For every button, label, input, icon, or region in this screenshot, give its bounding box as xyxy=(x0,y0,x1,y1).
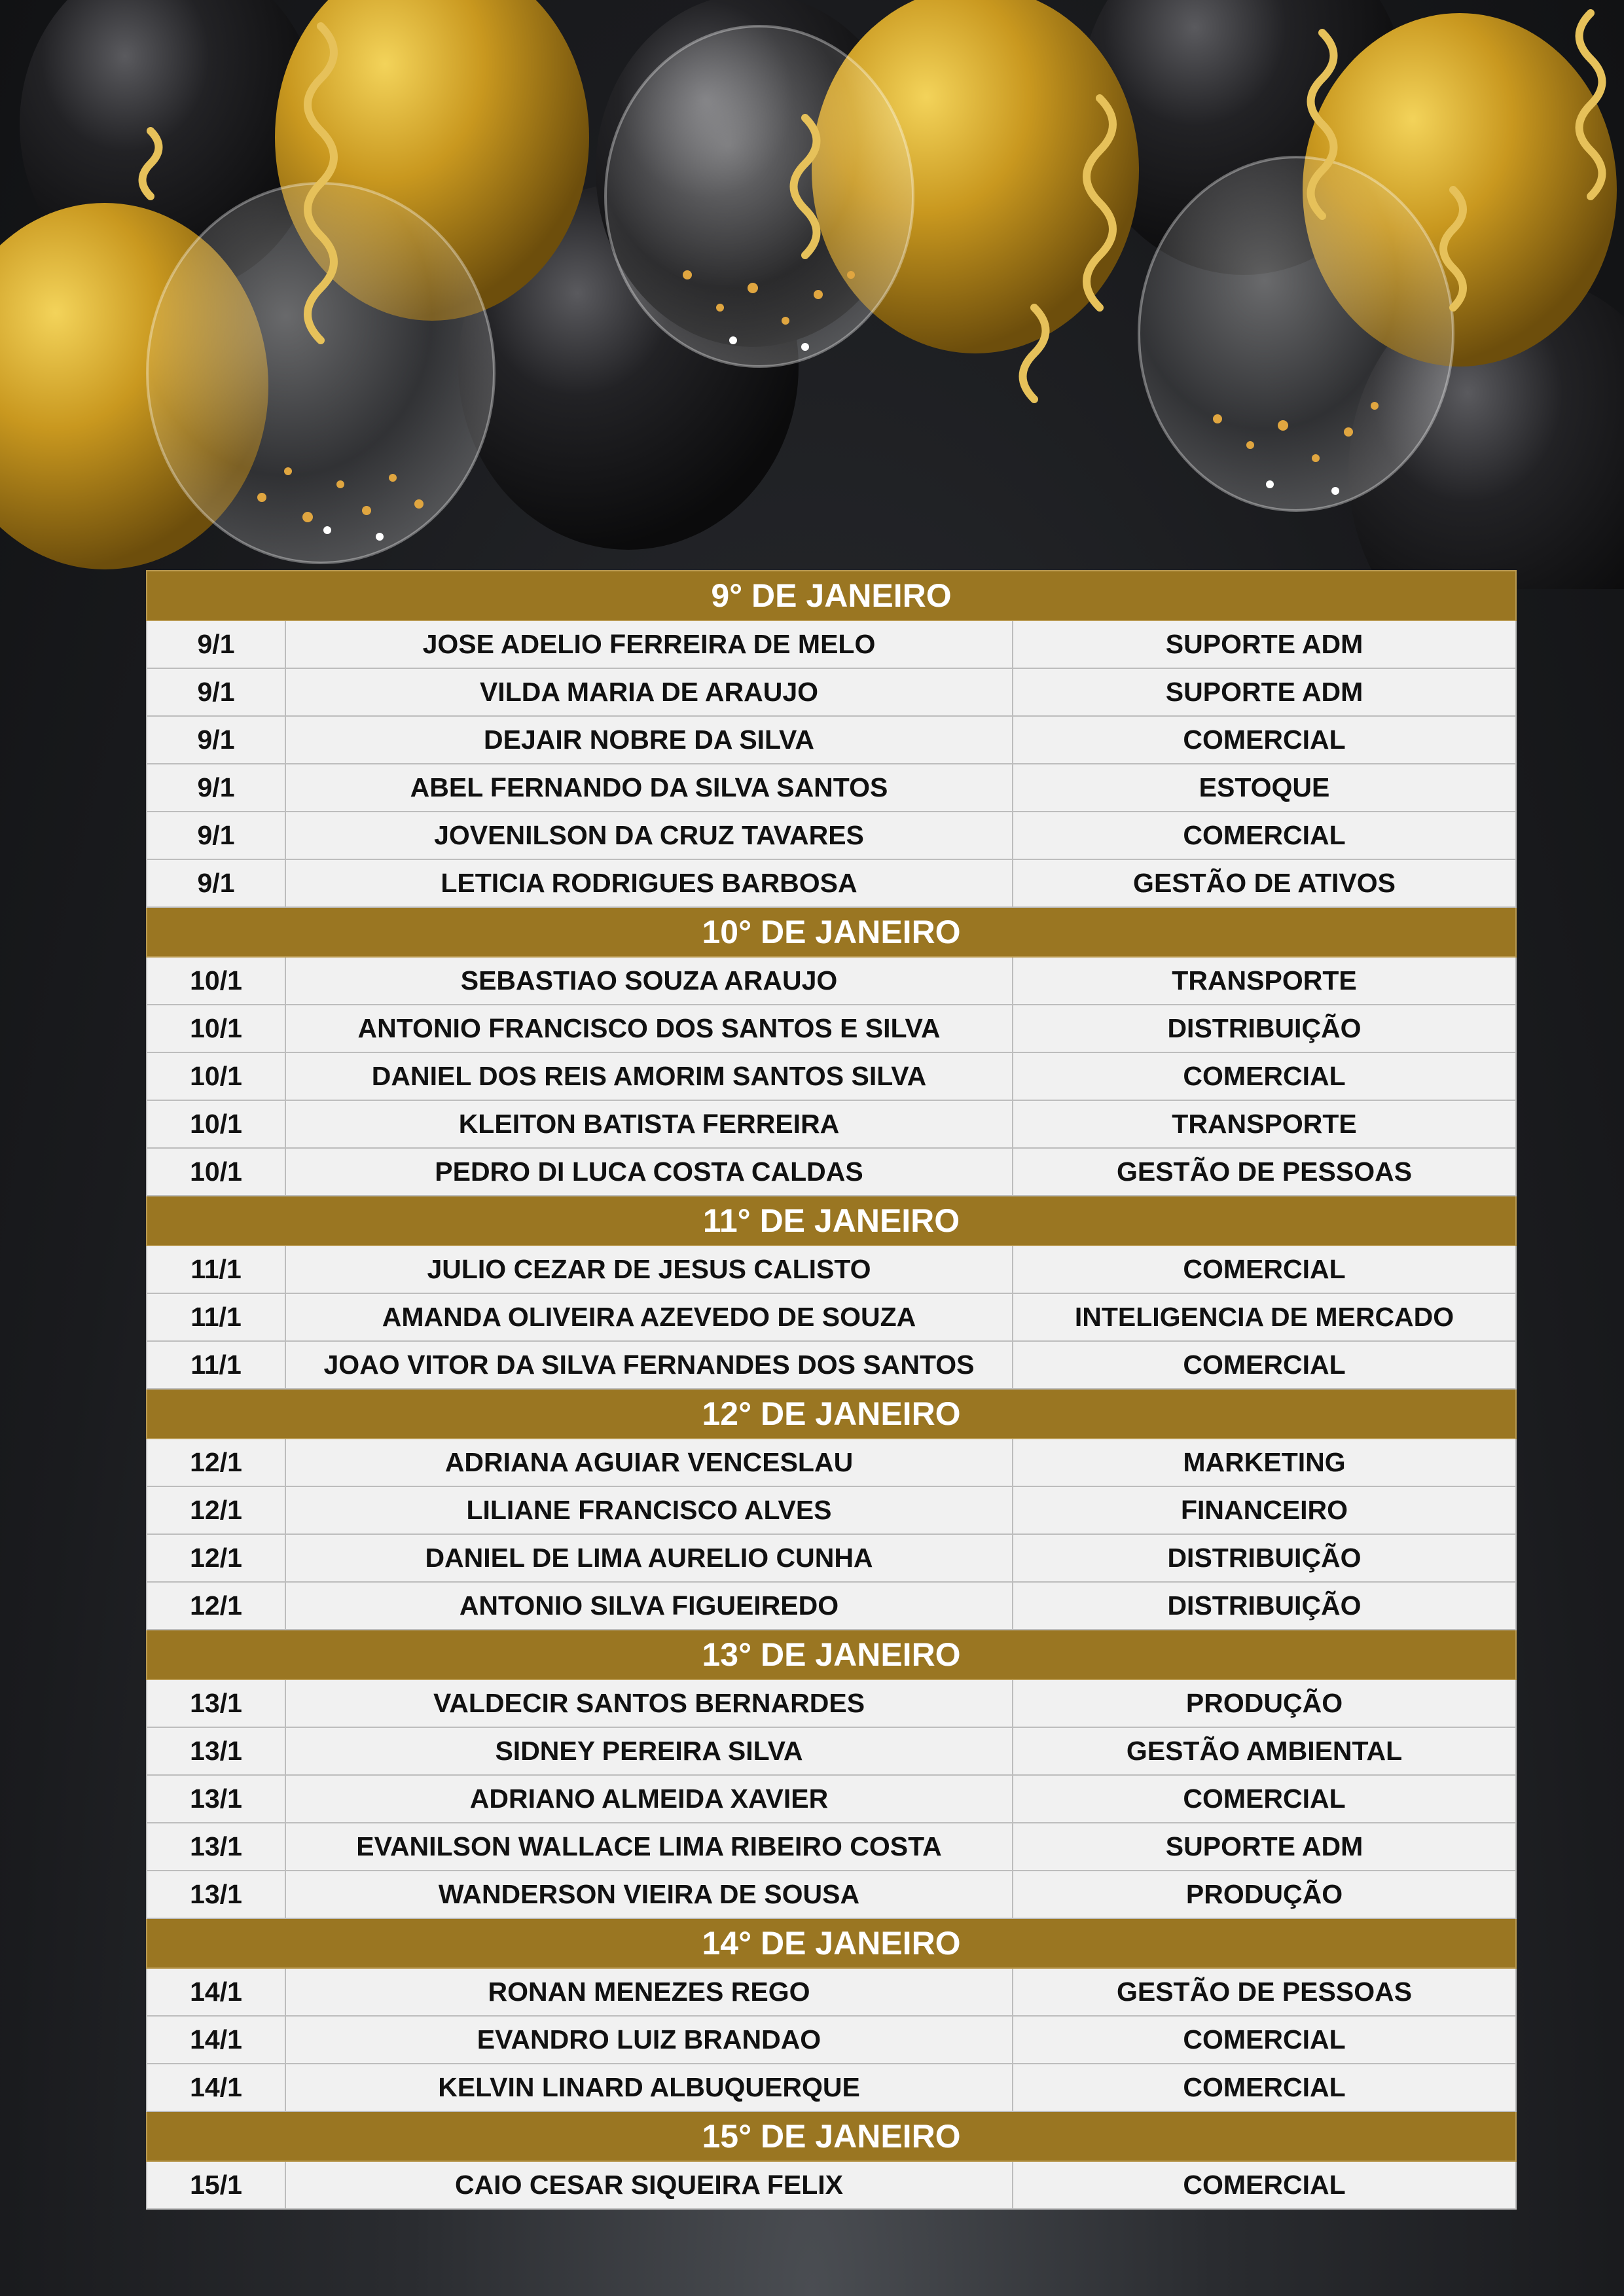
date-group-header xyxy=(147,1196,1516,1246)
name-cell: KELVIN LINARD ALBUQUERQUE xyxy=(285,2064,1013,2111)
department-cell: INTELIGENCIA DE MERCADO xyxy=(1013,1293,1516,1341)
date-group-title: 10° DE JANEIRO xyxy=(147,907,1516,957)
department-cell: SUPORTE ADM xyxy=(1013,620,1516,668)
date-cell: 11/1 xyxy=(147,1293,285,1341)
date-cell: 9/1 xyxy=(147,716,285,764)
department-cell: GESTÃO DE ATIVOS xyxy=(1013,859,1516,907)
department-cell: DISTRIBUIÇÃO xyxy=(1013,1534,1516,1582)
name-cell: JOAO VITOR DA SILVA FERNANDES DOS SANTOS xyxy=(285,1341,1013,1389)
table-row xyxy=(147,859,1516,907)
date-group-title: 13° DE JANEIRO xyxy=(147,1630,1516,1679)
table-row xyxy=(147,764,1516,812)
date-cell: 9/1 xyxy=(147,668,285,716)
name-cell: KLEITON BATISTA FERREIRA xyxy=(285,1100,1013,1148)
date-cell: 10/1 xyxy=(147,1148,285,1196)
department-cell: TRANSPORTE xyxy=(1013,957,1516,1005)
department-cell: ESTOQUE xyxy=(1013,764,1516,812)
table-row xyxy=(147,1100,1516,1148)
date-group-header xyxy=(147,571,1516,620)
date-cell: 10/1 xyxy=(147,1052,285,1100)
name-cell: EVANDRO LUIZ BRANDAO xyxy=(285,2016,1013,2064)
name-cell: WANDERSON VIEIRA DE SOUSA xyxy=(285,1871,1013,1918)
name-cell: SIDNEY PEREIRA SILVA xyxy=(285,1727,1013,1775)
name-cell: JOSE ADELIO FERREIRA DE MELO xyxy=(285,620,1013,668)
clear-balloon xyxy=(1139,157,1453,511)
balloons-decoration xyxy=(0,0,1624,589)
date-cell: 13/1 xyxy=(147,1727,285,1775)
department-cell: MARKETING xyxy=(1013,1439,1516,1486)
date-group-header xyxy=(147,1630,1516,1679)
date-group-header xyxy=(147,2111,1516,2161)
department-cell: PRODUÇÃO xyxy=(1013,1679,1516,1727)
date-cell: 9/1 xyxy=(147,812,285,859)
name-cell: JOVENILSON DA CRUZ TAVARES xyxy=(285,812,1013,859)
name-cell: LETICIA RODRIGUES BARBOSA xyxy=(285,859,1013,907)
table-row xyxy=(147,1871,1516,1918)
department-cell: GESTÃO DE PESSOAS xyxy=(1013,1968,1516,2016)
name-cell: CAIO CESAR SIQUEIRA FELIX xyxy=(285,2161,1013,2209)
name-cell: ANTONIO FRANCISCO DOS SANTOS E SILVA xyxy=(285,1005,1013,1052)
department-cell: COMERCIAL xyxy=(1013,2016,1516,2064)
table-row xyxy=(147,1439,1516,1486)
date-cell: 14/1 xyxy=(147,2016,285,2064)
table-row xyxy=(147,1775,1516,1823)
department-cell: COMERCIAL xyxy=(1013,2161,1516,2209)
department-cell: GESTÃO AMBIENTAL xyxy=(1013,1727,1516,1775)
table-row xyxy=(147,1341,1516,1389)
department-cell: COMERCIAL xyxy=(1013,812,1516,859)
date-group-title: 14° DE JANEIRO xyxy=(147,1918,1516,1968)
table-row xyxy=(147,1727,1516,1775)
date-cell: 12/1 xyxy=(147,1534,285,1582)
table-row xyxy=(147,1246,1516,1293)
table-row xyxy=(147,957,1516,1005)
name-cell: ADRIANO ALMEIDA XAVIER xyxy=(285,1775,1013,1823)
name-cell: DANIEL DOS REIS AMORIM SANTOS SILVA xyxy=(285,1052,1013,1100)
name-cell: DEJAIR NOBRE DA SILVA xyxy=(285,716,1013,764)
table-row xyxy=(147,1293,1516,1341)
date-cell: 9/1 xyxy=(147,859,285,907)
date-cell: 12/1 xyxy=(147,1486,285,1534)
department-cell: COMERCIAL xyxy=(1013,2064,1516,2111)
date-group-header xyxy=(147,1389,1516,1439)
date-cell: 11/1 xyxy=(147,1246,285,1293)
name-cell: DANIEL DE LIMA AURELIO CUNHA xyxy=(285,1534,1013,1582)
table-row xyxy=(147,2064,1516,2111)
date-group-title: 15° DE JANEIRO xyxy=(147,2111,1516,2161)
name-cell: AMANDA OLIVEIRA AZEVEDO DE SOUZA xyxy=(285,1293,1013,1341)
department-cell: DISTRIBUIÇÃO xyxy=(1013,1005,1516,1052)
name-cell: RONAN MENEZES REGO xyxy=(285,1968,1013,2016)
department-cell: DISTRIBUIÇÃO xyxy=(1013,1582,1516,1630)
date-group-header xyxy=(147,1918,1516,1968)
table-row xyxy=(147,1534,1516,1582)
table-row xyxy=(147,1679,1516,1727)
date-cell: 10/1 xyxy=(147,1100,285,1148)
department-cell: COMERCIAL xyxy=(1013,1052,1516,1100)
date-cell: 15/1 xyxy=(147,2161,285,2209)
name-cell: LILIANE FRANCISCO ALVES xyxy=(285,1486,1013,1534)
table-row xyxy=(147,1052,1516,1100)
date-cell: 10/1 xyxy=(147,957,285,1005)
name-cell: ANTONIO SILVA FIGUEIREDO xyxy=(285,1582,1013,1630)
table-row xyxy=(147,1823,1516,1871)
date-cell: 14/1 xyxy=(147,1968,285,2016)
clear-balloon xyxy=(605,26,913,367)
birthday-table-wrapper xyxy=(146,570,1515,2210)
table-row xyxy=(147,1968,1516,2016)
date-cell: 10/1 xyxy=(147,1005,285,1052)
date-cell: 14/1 xyxy=(147,2064,285,2111)
date-cell: 13/1 xyxy=(147,1679,285,1727)
table-row xyxy=(147,1486,1516,1534)
department-cell: SUPORTE ADM xyxy=(1013,668,1516,716)
table-row xyxy=(147,2161,1516,2209)
name-cell: SEBASTIAO SOUZA ARAUJO xyxy=(285,957,1013,1005)
table-row xyxy=(147,1582,1516,1630)
department-cell: PRODUÇÃO xyxy=(1013,1871,1516,1918)
name-cell: JULIO CEZAR DE JESUS CALISTO xyxy=(285,1246,1013,1293)
name-cell: EVANILSON WALLACE LIMA RIBEIRO COSTA xyxy=(285,1823,1013,1871)
department-cell: COMERCIAL xyxy=(1013,1775,1516,1823)
name-cell: VALDECIR SANTOS BERNARDES xyxy=(285,1679,1013,1727)
date-cell: 12/1 xyxy=(147,1582,285,1630)
name-cell: ADRIANA AGUIAR VENCESLAU xyxy=(285,1439,1013,1486)
date-group-header xyxy=(147,907,1516,957)
table-row xyxy=(147,1005,1516,1052)
date-cell: 13/1 xyxy=(147,1823,285,1871)
table-row xyxy=(147,812,1516,859)
department-cell: COMERCIAL xyxy=(1013,1246,1516,1293)
table-row xyxy=(147,1148,1516,1196)
date-group-title: 9° DE JANEIRO xyxy=(147,571,1516,620)
table-row xyxy=(147,668,1516,716)
date-cell: 9/1 xyxy=(147,764,285,812)
department-cell: COMERCIAL xyxy=(1013,1341,1516,1389)
name-cell: PEDRO DI LUCA COSTA CALDAS xyxy=(285,1148,1013,1196)
date-group-title: 12° DE JANEIRO xyxy=(147,1389,1516,1439)
department-cell: COMERCIAL xyxy=(1013,716,1516,764)
date-cell: 13/1 xyxy=(147,1775,285,1823)
name-cell: ABEL FERNANDO DA SILVA SANTOS xyxy=(285,764,1013,812)
birthday-table xyxy=(146,570,1517,2210)
department-cell: SUPORTE ADM xyxy=(1013,1823,1516,1871)
date-cell: 13/1 xyxy=(147,1871,285,1918)
table-row xyxy=(147,620,1516,668)
department-cell: FINANCEIRO xyxy=(1013,1486,1516,1534)
date-group-title: 11° DE JANEIRO xyxy=(147,1196,1516,1246)
date-cell: 9/1 xyxy=(147,620,285,668)
date-cell: 12/1 xyxy=(147,1439,285,1486)
department-cell: TRANSPORTE xyxy=(1013,1100,1516,1148)
table-row xyxy=(147,2016,1516,2064)
date-cell: 11/1 xyxy=(147,1341,285,1389)
department-cell: GESTÃO DE PESSOAS xyxy=(1013,1148,1516,1196)
table-row xyxy=(147,716,1516,764)
name-cell: VILDA MARIA DE ARAUJO xyxy=(285,668,1013,716)
